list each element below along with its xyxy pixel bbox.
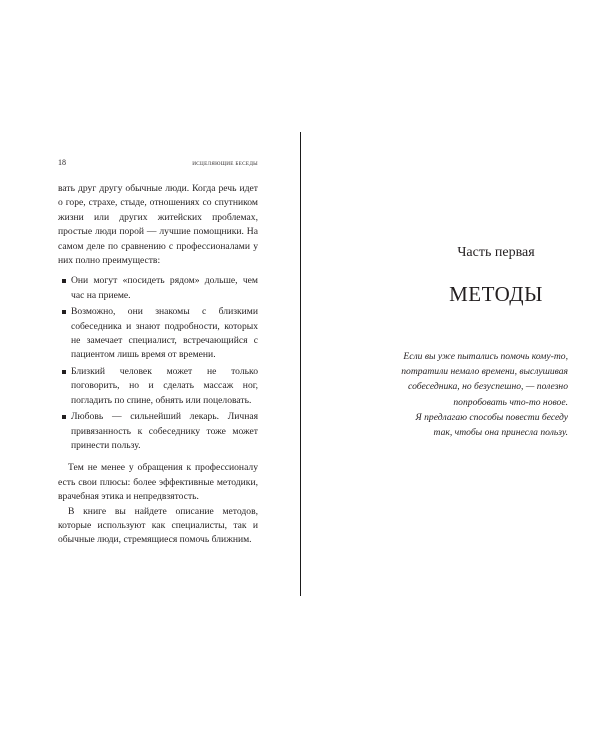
part-label: Часть первая <box>457 245 535 260</box>
running-head <box>58 158 258 170</box>
epigraph-line: так, чтобы она принесла пользу. <box>433 427 568 439</box>
list-item-text: Возможно, они знакомы с близкими собеседника и знают подробности, которых не замечает специалист, встречающийся с пациентом лишь время от времени. <box>71 306 258 361</box>
paragraph-professional-benefits: Тем не менее у обращения к профессионалу есть свои плюсы: более эффективные методики, врачебная этика и непредвзятость. <box>58 462 258 503</box>
epigraph-line: попробовать что-то новое. <box>453 396 568 408</box>
list-item <box>58 410 258 453</box>
paragraph-book-methods: В книге вы найдете описание методов, которые используют как специалисты, так и обычные люди, стремящиеся помочь ближним. <box>58 505 258 546</box>
epigraph-line: собеседника, но безуспешно, — полезно <box>408 381 568 393</box>
epigraph-line: потратили немало времени, выслушивая <box>401 366 568 378</box>
advantages-list <box>58 274 258 453</box>
page-number: 18 <box>58 158 66 167</box>
list-item <box>58 274 258 303</box>
epigraph <box>342 349 568 440</box>
epigraph-line: Я предлагаю способы повести беседу <box>415 411 568 423</box>
bullet-marker <box>62 279 66 283</box>
page-gutter-divider <box>300 132 301 596</box>
list-item-text: Любовь — сильнейший лекарь. Личная привязанность к собеседнику тоже может принести пользу. <box>71 411 258 451</box>
list-item-text: Они могут «посидеть рядом» дольше, чем час на приеме. <box>71 275 258 301</box>
part-title: МЕТОДЫ <box>449 282 543 306</box>
list-item <box>58 365 258 408</box>
running-head-title: ИСЦЕЛЯЮЩИЕ БЕСЕДЫ <box>192 161 258 167</box>
left-page <box>58 158 258 548</box>
bullet-marker <box>62 310 66 314</box>
list-item-text: Близкий человек может не только поговорить, но и сделать массаж ног, погладить по спине, обнять или поцеловать. <box>71 365 258 406</box>
epigraph-line: Если вы уже пытались помочь кому-то, <box>403 351 568 362</box>
left-page-body <box>58 182 258 548</box>
bullet-marker <box>62 415 66 419</box>
intro-paragraph: вать друг другу обычные люди. Когда речь идет о горе, страхе, стыде, отношениях со спутником жизни или других житейских проблемах, простые люди порой — лучшие помощники. На самом деле по сравнению с профессионалами у них полно преимуществ: <box>58 183 258 267</box>
list-item <box>58 305 258 363</box>
bullet-marker <box>62 370 66 374</box>
right-page <box>302 0 600 750</box>
